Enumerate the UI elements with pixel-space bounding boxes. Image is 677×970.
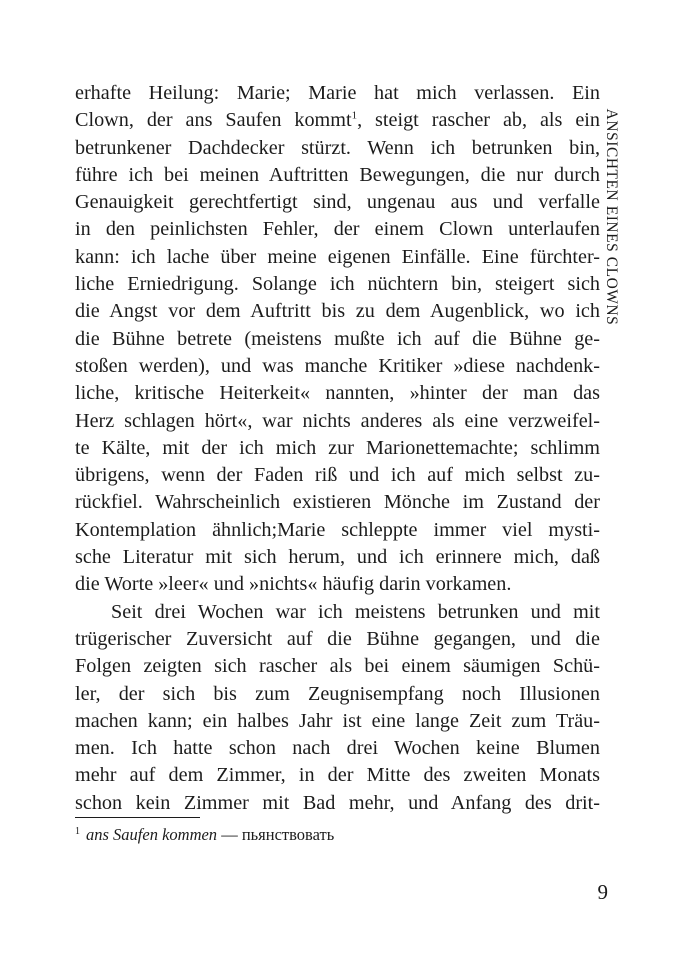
footnote-marker: 1 — [75, 825, 80, 837]
paragraph-start-line: Seit drei Wochen war ich meistens betrunken und mit — [111, 600, 600, 623]
text-line: Herz schlagen hört«, war nichts anderes als eine verzweifel- — [75, 409, 600, 432]
text-line: stoßen werden), und was manche Kritiker »diese nachdenk- — [75, 354, 600, 377]
text-line: liche, kritische Heiterkeit« nannten, »hinter der man das — [75, 382, 600, 405]
text-line: sche Literatur mit sich herum, und ich erinnere mich, daß — [75, 546, 600, 569]
footnote-divider — [75, 817, 200, 818]
text-line: mehr auf dem Zimmer, in der Mitte des zweiten Monats — [75, 764, 600, 787]
footnote-dash: — — [217, 825, 242, 844]
text-line: betrunkener Dachdecker stürzt. Wenn ich betrunken bin, — [75, 136, 600, 159]
text-line: führe ich bei meinen Auftritten Bewegungen, die nur durch — [75, 163, 600, 186]
text-line: kann: ich lache über meine eigenen Einfälle. Eine fürchter- — [75, 245, 600, 268]
text-line: die Angst vor dem Auftritt bis zu dem Augenblick, wo ich — [75, 300, 600, 323]
page-number: 9 — [597, 880, 608, 904]
text-line: rückfiel. Wahrscheinlich existieren Mönche im Zustand der — [75, 491, 600, 514]
text-line: trügerischer Zuversicht auf die Bühne gegangen, und die — [75, 627, 600, 650]
text-fragment: , steigt rascher ab, als ein — [357, 109, 600, 132]
text-line: Genauigkeit gerechtfertigt sind, ungenau aus und verfalle — [75, 191, 600, 214]
text-line: erhafte Heilung: Marie; Marie hat mich verlassen. Ein — [75, 82, 600, 104]
text-line: machen kann; ein halbes Jahr ist eine lange Zeit zum Träu- — [75, 709, 600, 732]
footnote — [75, 825, 334, 845]
footnote-reference[interactable]: 1 — [351, 109, 358, 122]
footnote-term: ans Saufen kommen — [86, 825, 218, 844]
text-fragment: Clown, der ans Saufen kommt — [75, 109, 352, 132]
body-text — [75, 80, 600, 817]
text-line: die Bühne betrete (meistens mußte ich auf die Bühne ge- — [75, 327, 600, 350]
text-line-with-footnote-ref — [75, 107, 600, 134]
footnote-translation: пьянствовать — [241, 825, 335, 844]
text-line: liche Erniedrigung. Solange ich nüchtern bin, steigert sich — [75, 273, 600, 296]
running-head — [596, 82, 626, 352]
text-line: die Worte »leer« und »nichts« häufig darin vorkamen. — [75, 573, 512, 596]
text-line: Folgen zeigten sich rascher als bei einem säumigen Schü- — [75, 655, 600, 678]
running-head-text: ANSICHTEN EINES CLOWNS — [603, 108, 620, 326]
text-line: ler, der sich bis zum Zeugnisempfang noch Illusionen — [75, 682, 600, 705]
text-line: te Kälte, mit der ich mich zur Marionettemachte; schlimm — [75, 436, 600, 459]
text-line: men. Ich hatte schon nach drei Wochen keine Blumen — [75, 737, 600, 760]
text-line: Kontemplation ähnlich;Marie schleppte immer viel mysti- — [75, 518, 600, 541]
text-line: übrigens, wenn der Faden riß und ich auf mich selbst zu- — [75, 464, 600, 487]
text-line: schon kein Zimmer mit Bad mehr, und Anfang des drit- — [75, 791, 600, 814]
text-line: in den peinlichsten Fehler, der einem Clown unterlaufen — [75, 218, 600, 241]
